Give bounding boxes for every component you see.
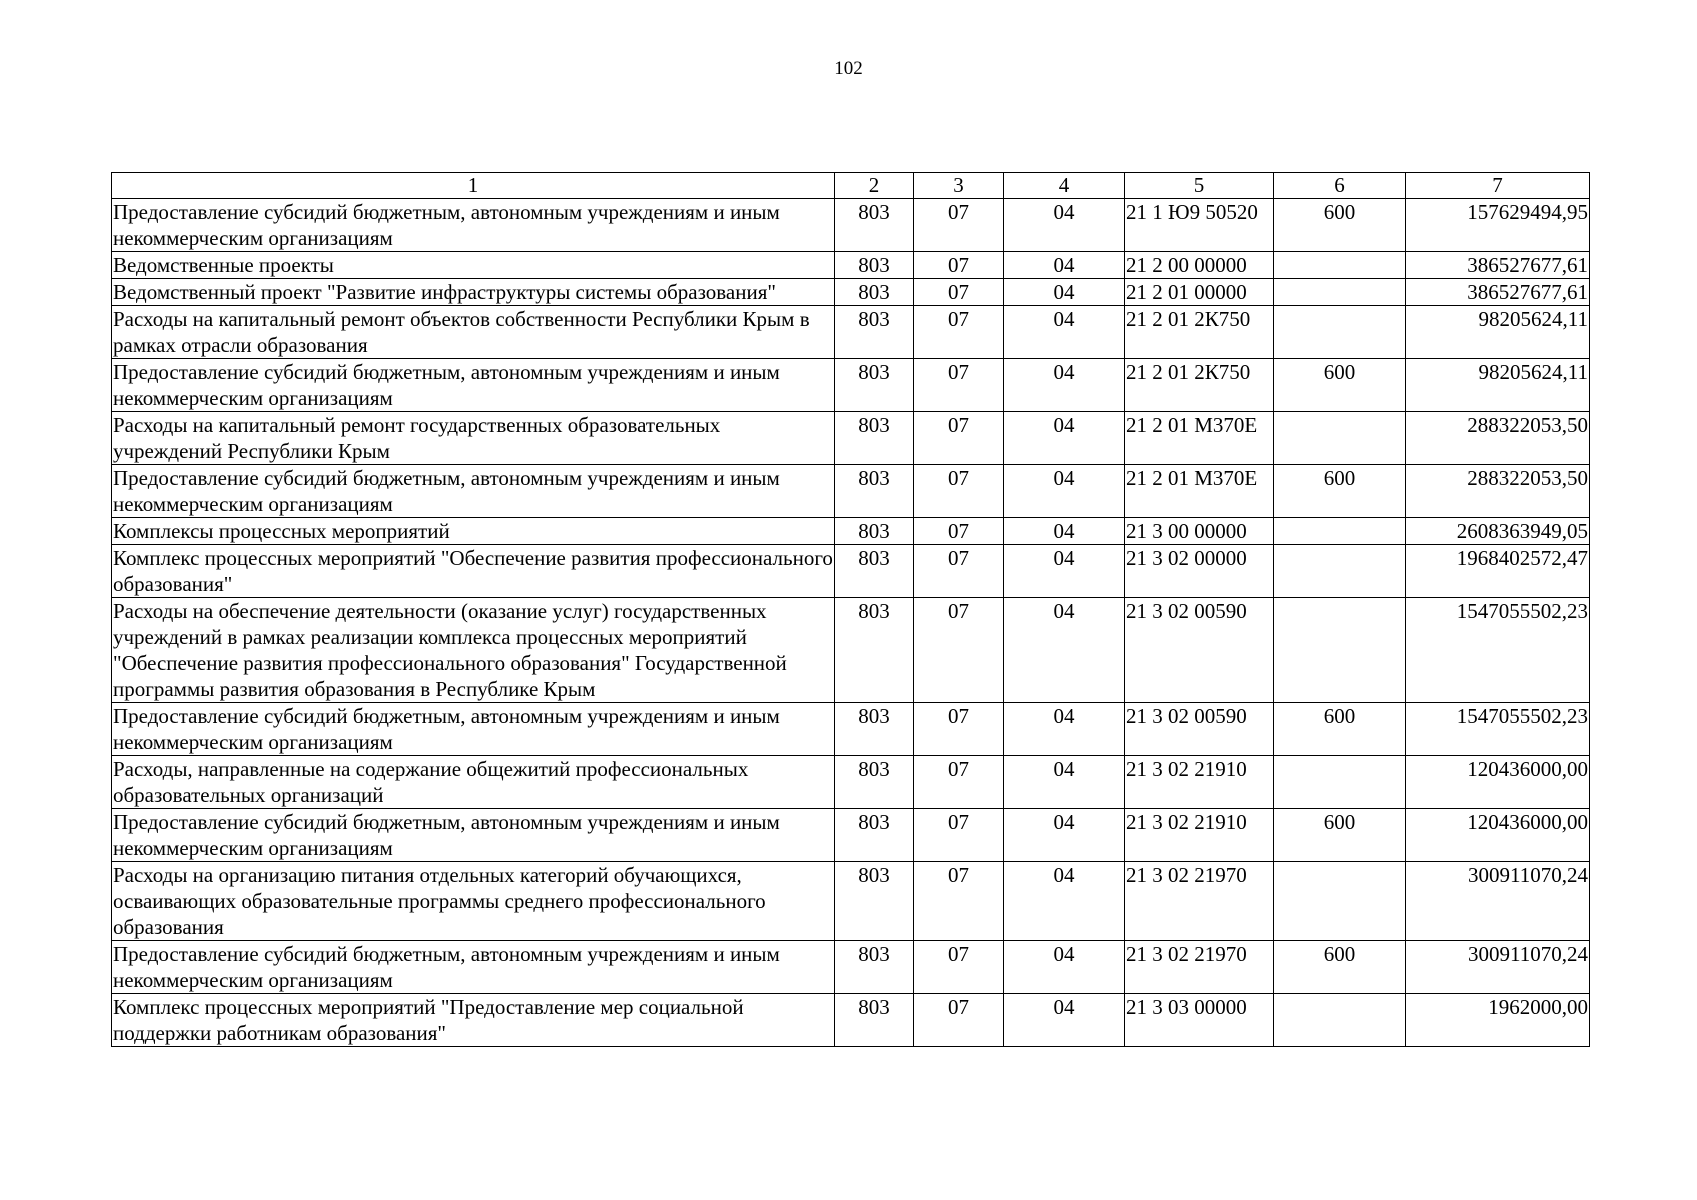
table-row <box>112 703 1590 756</box>
target-article-cell: 21 3 00 00000 <box>1125 518 1274 545</box>
item-name-cell: Расходы на капитальный ремонт объектов собственности Республики Крым в рамках отрасли образования <box>112 306 835 359</box>
item-name-cell: Комплекс процессных мероприятий "Обеспечение развития профессионального образования" <box>113 546 833 596</box>
target-article-cell: 21 3 02 21970 <box>1125 941 1274 994</box>
expense-type-cell: 600 <box>1274 465 1406 518</box>
section-code-cell: 07 <box>914 809 1004 862</box>
expense-type-cell <box>1274 279 1406 306</box>
target-article-cell: 21 3 02 21910 <box>1125 756 1274 809</box>
item-name-cell: Расходы на обеспечение деятельности (оказание услуг) государственных учреждений в рамках реализации комплекса процессных мероприятий "Обеспечение развития профессионального образования" Государственной программы развития образования в Республике Крым <box>112 598 835 703</box>
ministry-code-cell: 803 <box>835 809 914 862</box>
expense-type-cell <box>1274 518 1406 545</box>
section-code-cell: 07 <box>914 412 1004 465</box>
page-number: 102 <box>834 58 863 79</box>
expense-type-cell <box>1274 545 1406 598</box>
target-article-cell: 21 2 01 2К750 <box>1125 306 1274 359</box>
amount-cell: 120436000,00 <box>1406 756 1590 809</box>
section-code-cell: 07 <box>914 518 1004 545</box>
amount-cell: 157629494,95 <box>1406 199 1590 252</box>
table-row <box>112 862 1590 941</box>
subsection-code-cell: 04 <box>1004 598 1125 703</box>
subsection-code-cell: 04 <box>1004 252 1125 279</box>
target-article-cell: 21 3 02 00590 <box>1125 703 1274 756</box>
item-name-cell: Предоставление субсидий бюджетным, автономным учреждениям и иным некоммерческим организациям <box>112 703 835 756</box>
amount-cell: 1547055502,23 <box>1406 703 1590 756</box>
section-code-cell: 07 <box>914 545 1004 598</box>
target-article-cell: 21 3 02 00000 <box>1125 545 1274 598</box>
amount-cell: 1962000,00 <box>1406 994 1590 1047</box>
subsection-code-cell: 04 <box>1004 199 1125 252</box>
table-row <box>112 518 1590 545</box>
target-article-cell: 21 3 02 00590 <box>1125 598 1274 703</box>
column-header: 3 <box>914 173 1004 199</box>
subsection-code-cell: 04 <box>1004 756 1125 809</box>
table-row <box>112 994 1590 1047</box>
section-code-cell: 07 <box>914 199 1004 252</box>
subsection-code-cell: 04 <box>1004 809 1125 862</box>
expense-type-cell: 600 <box>1274 941 1406 994</box>
ministry-code-cell: 803 <box>835 252 914 279</box>
section-code-cell: 07 <box>914 598 1004 703</box>
subsection-code-cell: 04 <box>1004 465 1125 518</box>
subsection-code-cell: 04 <box>1004 306 1125 359</box>
table-row <box>112 598 1590 703</box>
expense-type-cell <box>1274 756 1406 809</box>
section-code-cell: 07 <box>914 756 1004 809</box>
table-row <box>112 465 1590 518</box>
item-name-cell: Комплекс процессных мероприятий "Предоставление мер социальной поддержки работникам образования" <box>112 994 835 1047</box>
target-article-cell: 21 3 02 21970 <box>1125 862 1274 941</box>
target-article-cell: 21 3 02 21910 <box>1125 809 1274 862</box>
ministry-code-cell: 803 <box>835 518 914 545</box>
table-header-row <box>112 173 1590 199</box>
amount-cell: 288322053,50 <box>1406 465 1590 518</box>
item-name-cell: Предоставление субсидий бюджетным, автономным учреждениям и иным некоммерческим организациям <box>112 941 835 994</box>
item-name-cell: Предоставление субсидий бюджетным, автономным учреждениям и иным некоммерческим организациям <box>112 359 835 412</box>
target-article-cell: 21 2 01 М370Е <box>1125 412 1274 465</box>
section-code-cell: 07 <box>914 279 1004 306</box>
item-name-cell: Расходы, направленные на содержание общежитий профессиональных образовательных организаций <box>112 756 835 809</box>
expense-type-cell: 600 <box>1274 199 1406 252</box>
item-name-cell: Ведомственные проекты <box>112 252 835 279</box>
expense-type-cell <box>1274 994 1406 1047</box>
ministry-code-cell: 803 <box>835 359 914 412</box>
section-code-cell: 07 <box>914 703 1004 756</box>
ministry-code-cell: 803 <box>835 306 914 359</box>
column-header: 7 <box>1406 173 1590 199</box>
ministry-code-cell: 803 <box>835 199 914 252</box>
table-row <box>112 545 1590 598</box>
ministry-code-cell: 803 <box>835 545 914 598</box>
target-article-cell: 21 2 00 00000 <box>1125 252 1274 279</box>
table-row <box>112 809 1590 862</box>
subsection-code-cell: 04 <box>1004 941 1125 994</box>
item-name-cell: Расходы на капитальный ремонт государственных образовательных учреждений Республики Крым <box>112 412 835 465</box>
column-header: 6 <box>1274 173 1406 199</box>
amount-cell: 98205624,11 <box>1406 359 1590 412</box>
expense-type-cell: 600 <box>1274 703 1406 756</box>
expense-type-cell <box>1274 412 1406 465</box>
column-header: 5 <box>1125 173 1274 199</box>
ministry-code-cell: 803 <box>835 703 914 756</box>
expense-type-cell <box>1274 598 1406 703</box>
ministry-code-cell: 803 <box>835 279 914 306</box>
column-header: 1 <box>112 173 835 199</box>
column-header: 2 <box>835 173 914 199</box>
item-name-cell: Предоставление субсидий бюджетным, автономным учреждениям и иным некоммерческим организациям <box>112 465 835 518</box>
section-code-cell: 07 <box>914 306 1004 359</box>
subsection-code-cell: 04 <box>1004 994 1125 1047</box>
table-row <box>112 412 1590 465</box>
target-article-cell: 21 1 Ю9 50520 <box>1125 199 1274 252</box>
table-row <box>112 941 1590 994</box>
subsection-code-cell: 04 <box>1004 703 1125 756</box>
amount-cell: 288322053,50 <box>1406 412 1590 465</box>
expense-type-cell <box>1274 252 1406 279</box>
table-row <box>112 279 1590 306</box>
table-row <box>112 359 1590 412</box>
item-name-cell: Ведомственный проект "Развитие инфраструктуры системы образования" <box>112 279 835 306</box>
amount-cell: 300911070,24 <box>1406 862 1590 941</box>
ministry-code-cell: 803 <box>835 941 914 994</box>
budget-table <box>111 172 1590 1047</box>
target-article-cell: 21 2 01 2К750 <box>1125 359 1274 412</box>
item-name-cell: Расходы на организацию питания отдельных категорий обучающихся, осваивающих образовательные программы среднего профессионального образования <box>112 862 835 941</box>
amount-cell: 2608363949,05 <box>1406 518 1590 545</box>
amount-cell: 386527677,61 <box>1406 252 1590 279</box>
table-row <box>112 756 1590 809</box>
section-code-cell: 07 <box>914 359 1004 412</box>
subsection-code-cell: 04 <box>1004 545 1125 598</box>
table-row <box>112 252 1590 279</box>
expense-type-cell <box>1274 862 1406 941</box>
amount-cell: 386527677,61 <box>1406 279 1590 306</box>
amount-cell: 300911070,24 <box>1406 941 1590 994</box>
subsection-code-cell: 04 <box>1004 359 1125 412</box>
item-name-cell: Комплексы процессных мероприятий <box>112 518 835 545</box>
table-row <box>112 306 1590 359</box>
item-name-cell: Предоставление субсидий бюджетным, автономным учреждениям и иным некоммерческим организациям <box>112 809 835 862</box>
subsection-code-cell: 04 <box>1004 518 1125 545</box>
target-article-cell: 21 3 03 00000 <box>1125 994 1274 1047</box>
subsection-code-cell: 04 <box>1004 412 1125 465</box>
ministry-code-cell: 803 <box>835 756 914 809</box>
table-row <box>112 199 1590 252</box>
subsection-code-cell: 04 <box>1004 279 1125 306</box>
amount-cell: 98205624,11 <box>1406 306 1590 359</box>
ministry-code-cell: 803 <box>835 598 914 703</box>
ministry-code-cell: 803 <box>835 862 914 941</box>
section-code-cell: 07 <box>914 252 1004 279</box>
expense-type-cell: 600 <box>1274 809 1406 862</box>
section-code-cell: 07 <box>914 862 1004 941</box>
item-name-cell: Предоставление субсидий бюджетным, автономным учреждениям и иным некоммерческим организациям <box>112 199 835 252</box>
target-article-cell: 21 2 01 М370Е <box>1125 465 1274 518</box>
ministry-code-cell: 803 <box>835 465 914 518</box>
amount-cell: 1968402572,47 <box>1406 545 1590 598</box>
ministry-code-cell: 803 <box>835 412 914 465</box>
section-code-cell: 07 <box>914 941 1004 994</box>
expense-type-cell <box>1274 306 1406 359</box>
subsection-code-cell: 04 <box>1004 862 1125 941</box>
target-article-cell: 21 2 01 00000 <box>1125 279 1274 306</box>
amount-cell: 120436000,00 <box>1406 809 1590 862</box>
column-header: 4 <box>1004 173 1125 199</box>
section-code-cell: 07 <box>914 465 1004 518</box>
ministry-code-cell: 803 <box>835 994 914 1047</box>
expense-type-cell: 600 <box>1274 359 1406 412</box>
amount-cell: 1547055502,23 <box>1406 598 1590 703</box>
section-code-cell: 07 <box>914 994 1004 1047</box>
